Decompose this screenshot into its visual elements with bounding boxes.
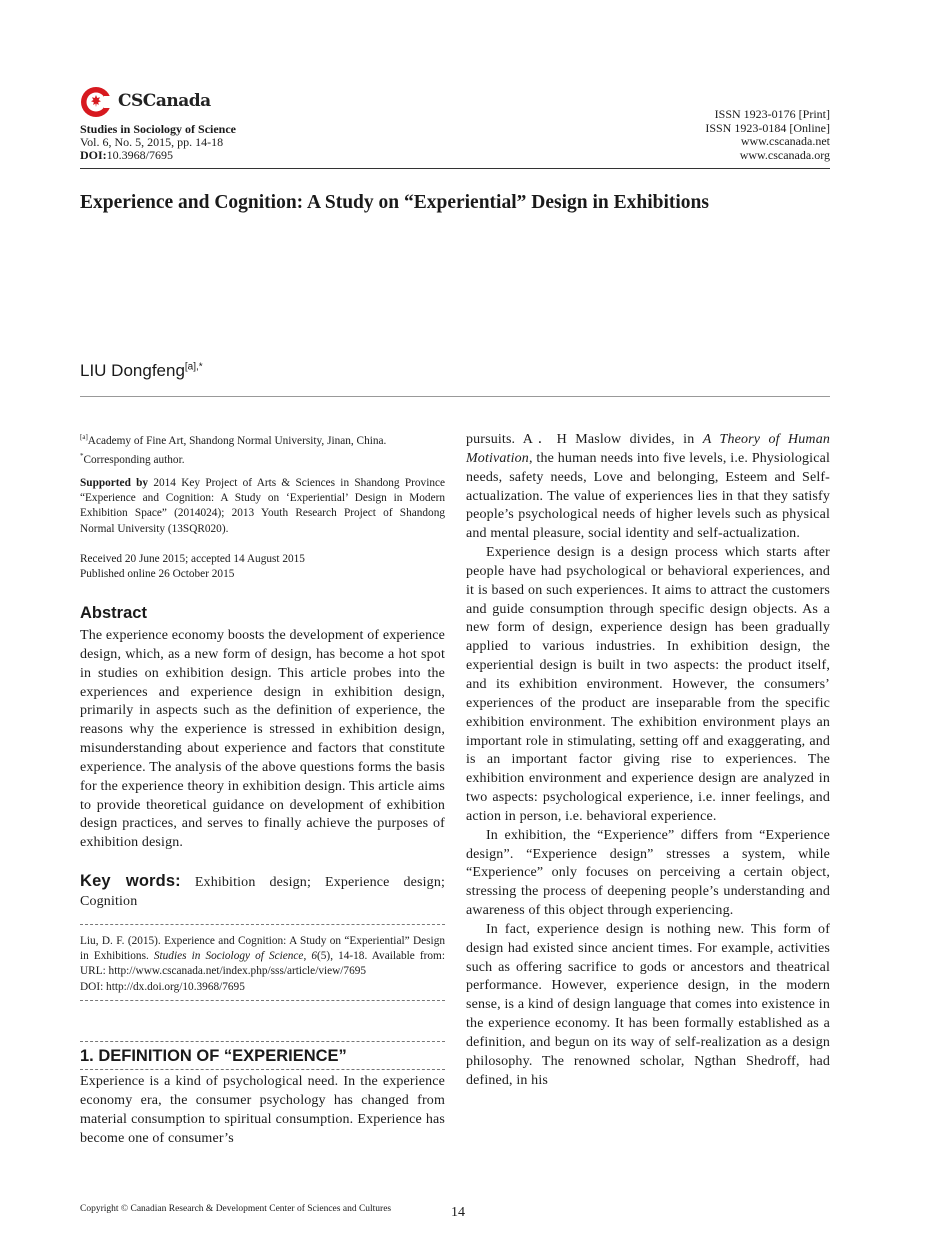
journal-volume: Vol. 6, No. 5, 2015, pp. 14-18 bbox=[80, 135, 224, 149]
citation-divider-bottom bbox=[80, 1000, 445, 1001]
article-title: Experience and Cognition: A Study on “Experiential” Design in Exhibitions bbox=[80, 192, 709, 213]
citation: Liu, D. F. (2015). Experience and Cognition: A Study on “Experiential” Design in Exhibitions. Studies in Sociology of Science, 6(5), 14-18. Available from: URL: http://www.cscanada.net/index.php/sss/article/view/7695 DOI: http://dx.doi.org/10.3968/7695 bbox=[80, 935, 445, 993]
issn-print: ISSN 1923-0176 [Print] bbox=[714, 107, 830, 121]
paragraph-exhibition: In exhibition, the “Experience” differs from “Experience design”. “Experience design” stresses a system, while “Experience” only focuses on perceiving a certain object, stressing the process of deepening people’s understanding and awareness of this object through experiencing. bbox=[466, 827, 830, 919]
abstract-heading: Abstract bbox=[80, 604, 147, 622]
journal-doi: DOI:10.3968/7695 bbox=[80, 148, 174, 162]
publisher-logo bbox=[80, 86, 220, 120]
author-divider bbox=[80, 396, 830, 397]
corresponding-note: *Corresponding author. bbox=[80, 451, 185, 466]
keywords: Key words: Exhibition design; Experience design; Cognition bbox=[80, 872, 446, 909]
cscanada-logo-icon bbox=[80, 86, 112, 118]
section1-paragraph: Experience is a kind of psychological need. In the experience economy era, the consumer psychology has changed from material consumption to spiritual consumption. Experience has become one of consumer’s bbox=[80, 1074, 445, 1146]
published-date: Published online 26 October 2015 bbox=[80, 568, 235, 581]
affiliation: [a]Academy of Fine Art, Shandong Normal University, Jinan, China. *Corresponding author. bbox=[80, 430, 445, 468]
citation-doi[interactable]: DOI: http://dx.doi.org/10.3968/7695 bbox=[80, 980, 245, 993]
section-divider-top bbox=[80, 1041, 445, 1042]
issn-block bbox=[705, 108, 830, 162]
citation-divider-top bbox=[80, 924, 445, 925]
funding-note: Supported by 2014 Key Project of Arts & Sciences in Shandong Province “Experience and Cognition: A Study on ‘Experiential’ Design in Modern Exhibition Space” (2014024); 2013 Youth Research Project of Shandong Normal University (13SQR020). bbox=[80, 477, 446, 535]
section-heading: 1. DEFINITION OF “EXPERIENCE” bbox=[80, 1047, 347, 1065]
section-divider-bottom bbox=[80, 1069, 445, 1070]
header-divider bbox=[80, 168, 830, 169]
received-date: Received 20 June 2015; accepted 14 August 2015 bbox=[80, 553, 305, 565]
website-link-org[interactable]: www.cscanada.org bbox=[739, 147, 830, 162]
paragraph-maslow: pursuits. A．H Maslow divides, in A Theory of Human Motivation, the human needs into five levels, i.e. Physiological needs, safety needs, Love and belonging, Esteem and Self-actualization. The value of experiences lies in that they satisfy people’s psychological needs of higher levels such as physical and mental pleasure, social identity and self-actualization. bbox=[466, 432, 830, 542]
copyright: Copyright © Canadian Research & Development Center of Sciences and Cultures bbox=[80, 1204, 392, 1214]
dates bbox=[80, 552, 445, 582]
journal-info bbox=[80, 123, 236, 162]
publisher-name: CSCanada bbox=[118, 91, 211, 111]
paragraph-experience-design: Experience design is a design process which starts after people have had psychological or behavioral experiences, and it is based on such experiences. It aims to attract the customers and guide consumption through specific design objects. As a new form of design, experience design has been gradually applied to various industries. In exhibition design, the experiential design is built in two aspects: the product itself, and its exhibition environment. However, the consumers’ experiences of the product are inseparable from the specific exhibition environment. The exhibition environment plays an important role in stimulating, setting off and exaggerating, and is an important factor giving rise to experiences. The exhibition environment and experience design are analyzed in two aspects: psychological experience, i.e. inner feelings, and action in person, i.e. behavioral experience. bbox=[466, 545, 830, 824]
author-affil-mark: [a],* bbox=[184, 361, 203, 373]
website-link-net[interactable]: www.cscanada.net bbox=[740, 134, 830, 148]
issn-online: ISSN 1923-0184 [Online] bbox=[705, 120, 830, 135]
page-number: 14 bbox=[451, 1205, 465, 1220]
author-name: LIU Dongfeng$^{[a],*}$ bbox=[80, 361, 203, 380]
journal-name: Studies in Sociology of Science bbox=[80, 122, 237, 136]
keywords-label: Key words: bbox=[80, 872, 181, 890]
paragraph-history: In fact, experience design is nothing new. This form of design had existed since ancient times. For example, activities such as offering sacrifice to gods or ancestors and theatrical performance. However, experience design, in the modern sense, is a kind of design language that comes into existence in the experience economy. It has been formally established as a definition, and begun on its way of self-realization as a design philosophy. The renowned scholar, Ngthan Shedroff, had defined, in his bbox=[466, 921, 830, 1088]
abstract-text: The experience economy boosts the development of experience design, which, as a new form of design, has become a hot spot in studies on exhibition design. This article probes into the experiences and experience design in exhibition design, primarily in aspects such as the definition of experience, the reasons why the experience is stressed in exhibition design, misunderstanding about experience and factors that constitute experience. The analysis of the above questions forms the basis for the experience theory in exhibition design. This article aims to provide theoretical guidance on development of exhibition design practices, and serves to finally achieve the purposes of exhibition design. bbox=[80, 628, 445, 851]
right-column bbox=[466, 431, 830, 1091]
